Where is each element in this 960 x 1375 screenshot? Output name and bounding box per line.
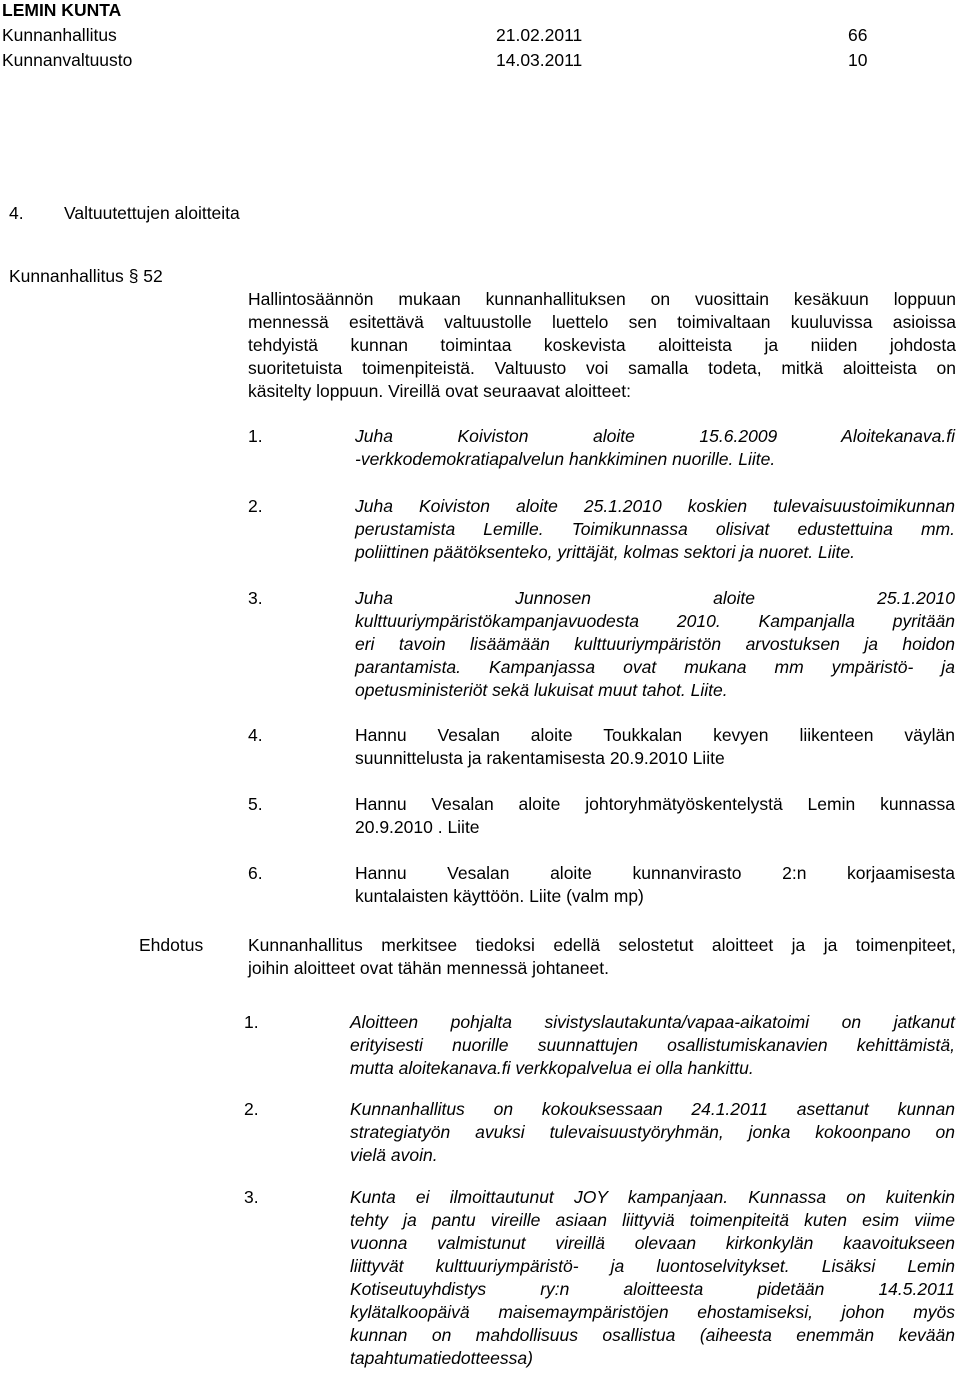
text-line: Juha Junnosen aloite 25.1.2010 (355, 588, 955, 608)
text-line: Kotiseutuyhdistys ry:n aloitteesta pidetään 14.5.2011 (350, 1279, 955, 1299)
initiative-text (355, 587, 955, 702)
text-line: Aloitteen pohjalta sivistyslautakunta/vapaa-aikatoimi on jatkanut (350, 1012, 955, 1032)
response-number: 2. (244, 1099, 259, 1119)
text-line: strategiatyön avuksi tulevaisuustyöryhmän, jonka kokoonpano on (350, 1122, 955, 1142)
text-line: liittyvät kulttuuriympäristö- ja luontoselvitykset. Lisäksi Lemin (350, 1256, 955, 1276)
header-page-2: 10 (848, 50, 868, 70)
initiative-number: 6. (248, 863, 263, 883)
text-line: Hallintosäännön mukaan kunnanhallituksen on vuosittain kesäkuun loppuun (248, 289, 956, 309)
text-line: -verkkodemokratiapalvelun hankkiminen nuorille. Liite. (355, 449, 776, 469)
response-text (350, 1011, 955, 1080)
initiative-text (355, 495, 955, 564)
text-line: opetusministeriöt sekä lukuisat muut tahot. Liite. (355, 680, 728, 700)
text-line: joihin aloitteet ovat tähän mennessä johtaneet. (248, 958, 609, 978)
initiative-number: 4. (248, 725, 263, 745)
header-body-2: Kunnanvaltuusto (2, 50, 133, 70)
text-line: Juha Koiviston aloite 25.1.2010 koskien tulevaisuustoimikunnan (355, 496, 955, 516)
text-line: 20.9.2010 . Liite (355, 817, 480, 837)
initiative-number: 1. (248, 426, 263, 446)
text-line: Hannu Vesalan aloite johtoryhmätyöskentelystä Lemin kunnassa (355, 794, 955, 814)
initiative-text (355, 862, 955, 908)
text-line: vielä avoin. (350, 1145, 438, 1165)
header-date-1: 21.02.2011 (496, 25, 583, 45)
text-line: mennessä esitettävä valtuustolle luettelo sen toimivaltaan kuuluvissa asioissa (248, 312, 956, 332)
clause-heading (9, 264, 163, 288)
text-line: kunnan on mahdollisuus osallistua (aiheesta enemmän kevään (350, 1325, 955, 1345)
clause-number: 52 (143, 266, 163, 286)
text-line: tehty ja pantu vireille asiaan liittyviä toimenpiteitä kuten esim viime (350, 1210, 955, 1230)
text-line: suoritetuista toimenpiteistä. Valtuusto voi samalla todeta, mitkä aloitteista on (248, 358, 956, 378)
text-line: parantamista. Kampanjassa ovat mukana mm ympäristö- ja (355, 657, 955, 677)
header-date-2: 14.03.2011 (496, 50, 583, 70)
text-line: kuntalaisten käyttöön. Liite (valm mp) (355, 886, 644, 906)
initiative-text (355, 793, 955, 839)
response-text (350, 1186, 955, 1370)
text-line: tehdyistä kunnan toimintaa koskevista aloitteista ja niiden johdosta (248, 335, 956, 355)
text-line: eri tavoin lisäämään kulttuuriympäristön arvostuksen ja hoidon (355, 634, 955, 654)
initiative-number: 3. (248, 588, 263, 608)
initiative-number: 5. (248, 794, 263, 814)
text-line: Kunta ei ilmoittautunut JOY kampanjaan. Kunnassa on kuitenkin (350, 1187, 955, 1207)
response-number: 3. (244, 1187, 259, 1207)
text-line: poliittinen päätöksenteko, yrittäjät, kolmas sektori ja nuoret. Liite. (355, 542, 855, 562)
initiative-text (355, 425, 955, 471)
clause-body: Kunnanhallitus (9, 266, 124, 286)
intro-paragraph (248, 288, 956, 403)
header-page-1: 66 (848, 25, 868, 45)
text-line: mutta aloitekanava.fi verkkopalvelua ei olla hankittu. (350, 1058, 754, 1078)
section-number: 4. (9, 203, 24, 223)
text-line: vuonna valmistunut vireillä olevaan kirkonkylän kaavoitukseen (350, 1233, 955, 1253)
text-line: kylätalkoopäivä maisemaympäristöjen ehostamiseksi, johon myös (350, 1302, 955, 1322)
initiative-text (355, 724, 955, 770)
text-line: perustamista Lemille. Toimikunnassa olisivat edustettuina mm. (355, 519, 955, 539)
response-text (350, 1098, 955, 1167)
proposal-label: Ehdotus (139, 935, 204, 955)
header-body-1: Kunnanhallitus (2, 25, 117, 45)
section-title: Valtuutettujen aloitteita (64, 203, 240, 223)
text-line: Hannu Vesalan aloite kunnanvirasto 2:n korjaamisesta (355, 863, 955, 883)
text-line: Hannu Vesalan aloite Toukkalan kevyen liikenteen väylän (355, 725, 955, 745)
text-line: erityisesti nuorille suunnattujen osallistumiskanavien kehittämistä, (350, 1035, 955, 1055)
text-line: suunnittelusta ja rakentamisesta 20.9.2010 Liite (355, 748, 725, 768)
text-line: Kunnanhallitus on kokouksessaan 24.1.2011 asettanut kunnan (350, 1099, 955, 1119)
proposal-text (248, 934, 956, 980)
initiative-number: 2. (248, 496, 263, 516)
text-line: kulttuuriympäristökampanjavuodesta 2010. Kampanjalla pyritään (355, 611, 955, 631)
text-line: Juha Koiviston aloite 15.6.2009 Aloitekanava.fi (355, 426, 955, 446)
text-line: Kunnanhallitus merkitsee tiedoksi edellä selostetut aloitteet ja ja toimenpiteet, (248, 935, 956, 955)
organization-name: LEMIN KUNTA (2, 0, 122, 20)
text-line: tapahtumatiedotteessa) (350, 1348, 533, 1368)
paragraph-sign: § (128, 266, 139, 286)
response-number: 1. (244, 1012, 259, 1032)
text-line: käsitelty loppuun. Vireillä ovat seuraavat aloitteet: (248, 381, 631, 401)
